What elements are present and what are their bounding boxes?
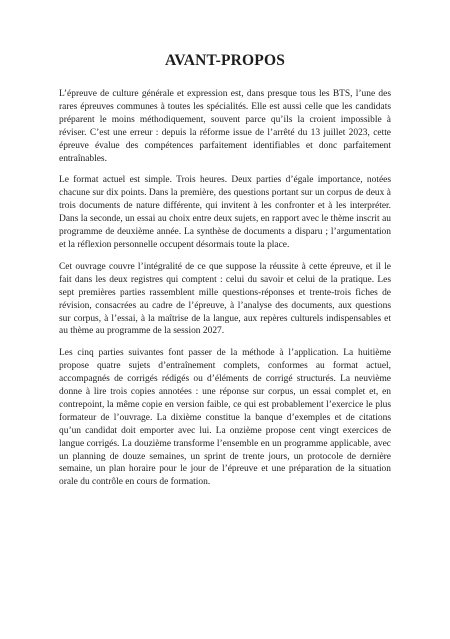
paragraph-4: Les cinq parties suivantes font passer de la méthode à l’application. La huitième propose quatre sujets d’entraînement complets, conformes au format actuel, accompagnés de corrigés rédigés ou d’éléments de corrigé structurés. La neuvième donne à lire trois copies annotées : une réponse sur corpus, un essai complet et, en contrepoint, la même copie en version faible, ce qui est probablement l’exercice le plus formateur de l’ouvrage. La dixième constitue la banque d’exemples et de citations qu’un candidat doit emporter avec lui. La onzième propose cent vingt exercices de langue corrigés. La douzième transforme l’ensemble en un programme applicable, avec un planning de douze semaines, un sprint de trente jours, un protocole de dernière semaine, un plan horaire pour le jour de l’épreuve et une préparation de la situation orale du contrôle en cours de formation.: [59, 348, 391, 488]
paragraph-2: Le format actuel est simple. Trois heures. Deux parties d’égale importance, notées chacune sur dix points. Dans la première, des questions portant sur un corpus de deux à trois documents de nature différente, qui invitent à les confronter et à les interpréter. Dans la seconde, un essai au choix entre deux sujets, en rapport avec le thème inscrit au programme de deuxième année. La synthèse de documents a disparu ; l’argumentation et la réflexion personnelle occupent désormais toute la place.: [59, 175, 391, 250]
paragraph-1: L’épreuve de culture générale et expression est, dans presque tous les BTS, l’une des rares épreuves communes à toutes les spécialités. Elle est aussi celle que les candidats préparent le moins méthodiquement, souvent parce qu’ils la croient impossible à réviser. C’est une erreur : depuis la réforme issue de l’arrêté du 13 juillet 2023, cette épreuve évalue des compétences parfaitement identifiables et donc parfaitement entraînables.: [59, 89, 391, 164]
page-title: AVANT-PROPOS: [164, 52, 286, 69]
paragraph-3: Cet ouvrage couvre l’intégralité de ce que suppose la réussite à cette épreuve, et il le fait dans les deux registres qui comptent : celui du savoir et celui de la pratique. Les sept premières parties rassemblent mille questions-réponses et trente-trois fiches de révision, consacrées au cadre de l’épreuve, à l’analyse des documents, aux questions sur corpus, à l’essai, à la maîtrise de la langue, aux repères culturels indispensables et au thème au programme de la session 2027.: [59, 261, 391, 337]
